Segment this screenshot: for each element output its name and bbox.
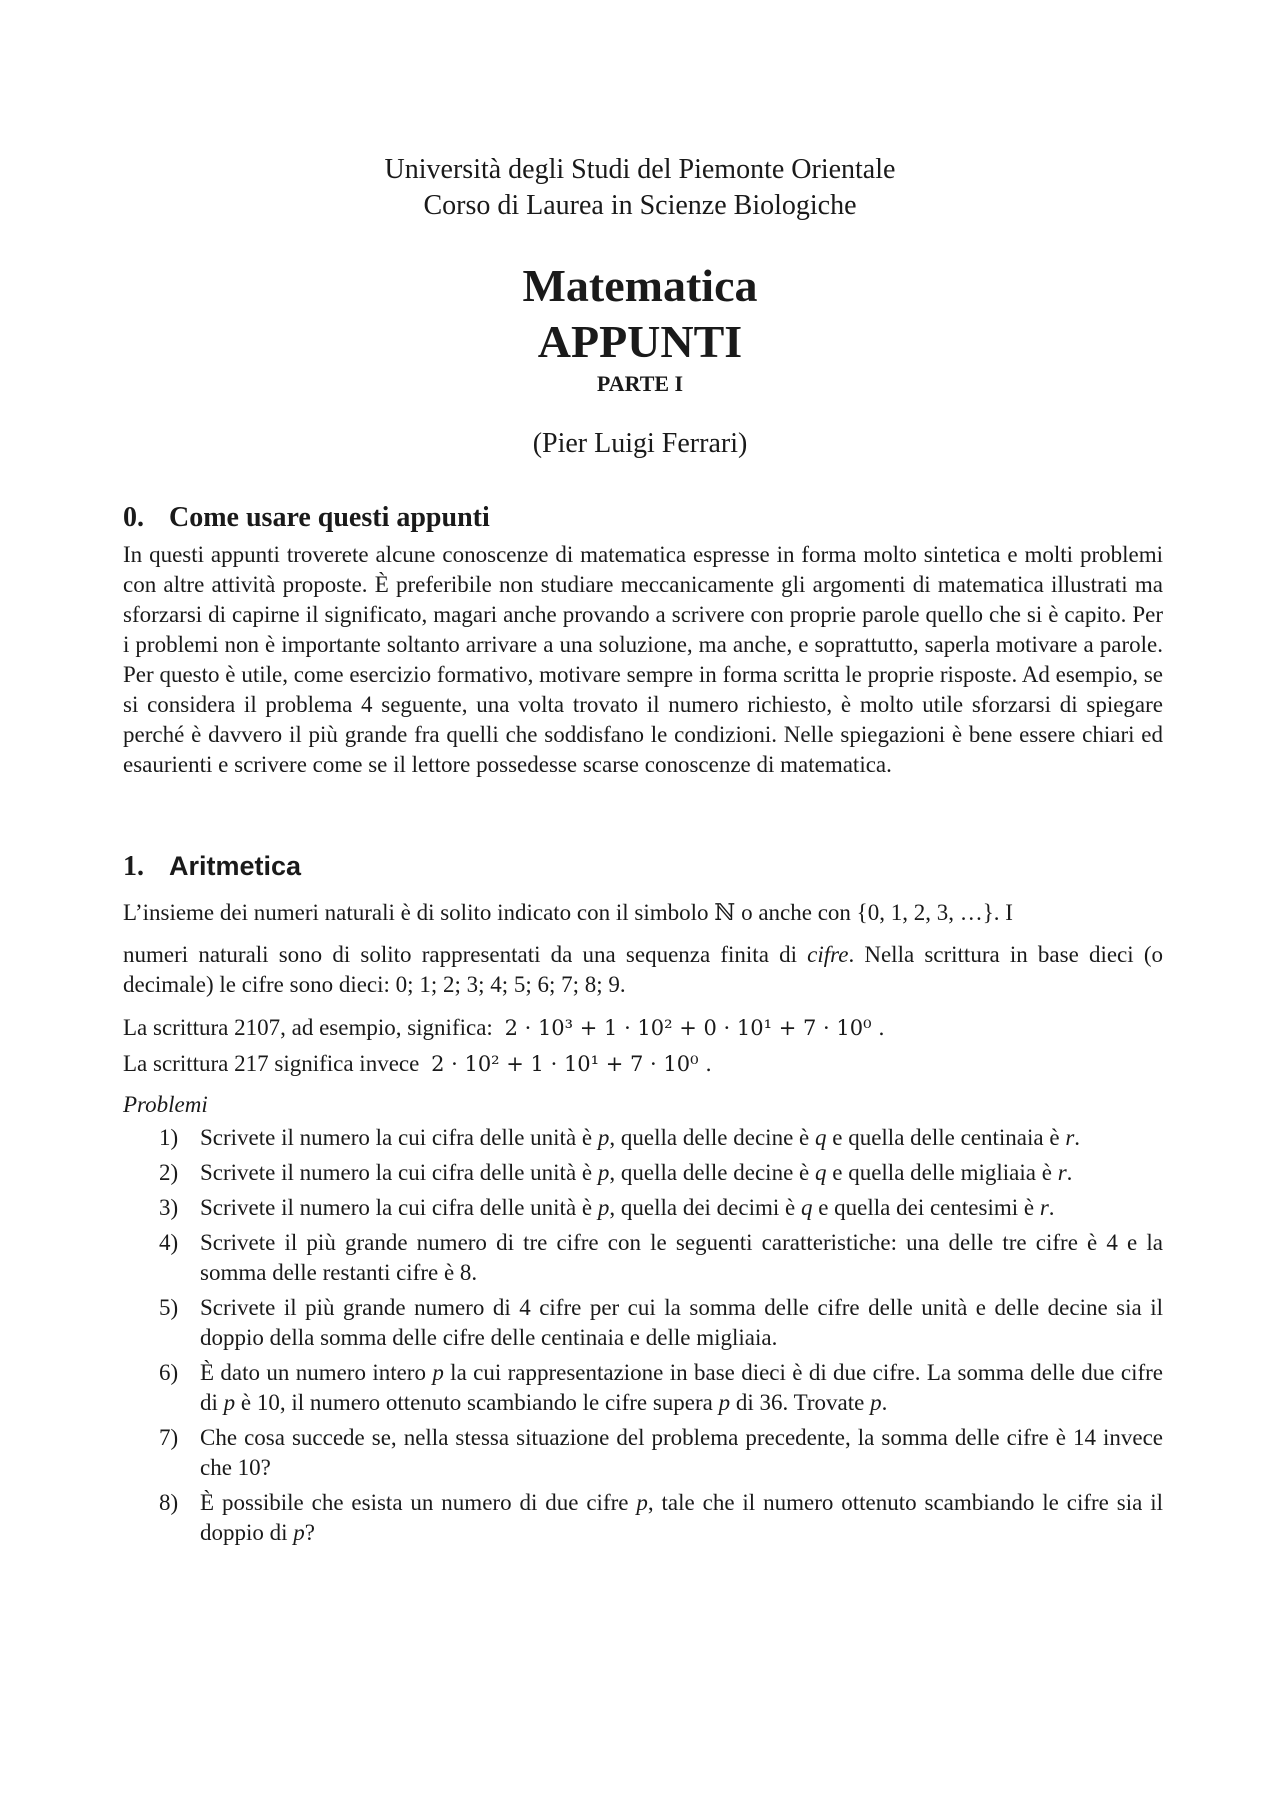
problem-item: [123, 1193, 1163, 1223]
section-1-title: Aritmetica: [169, 851, 302, 881]
problem-text: Scrivete il numero la cui cifra delle unità è: [200, 1160, 598, 1185]
problem-text: di 36. Trovate: [730, 1390, 871, 1415]
section-1-number: 1.: [123, 851, 144, 882]
variable: p: [718, 1390, 731, 1415]
problem-item: [123, 1488, 1163, 1548]
problem-text: , quella delle decine è: [609, 1125, 815, 1150]
problems-heading: Problemi: [123, 1092, 208, 1117]
course-name: Corso di Laurea in Scienze Biologiche: [423, 190, 857, 221]
variable: p: [223, 1390, 236, 1415]
problem-text: Scrivete il più grande numero di tre cifre con le seguenti caratteristiche: una delle tre cifre è 4 e la somma delle restanti cifre è 8.: [200, 1230, 1163, 1285]
document-part: PARTE I: [596, 371, 684, 396]
problems-list: [123, 1123, 1163, 1553]
problem-text: e quella delle centinaia è: [826, 1125, 1066, 1150]
problem-text: Scrivete il numero la cui cifra delle unità è: [200, 1195, 598, 1220]
problem-text: e quella dei centesimi è: [812, 1195, 1040, 1220]
digits-text-b: . Nella scrittura in base dieci (o decimale) le cifre sono dieci: 0; 1; 2; 3; 4; 5; 6; 7; 8; 9.: [123, 942, 1163, 997]
problem-text: .: [1048, 1195, 1055, 1220]
digits-paragraph: [123, 940, 1163, 1000]
variable: p: [597, 1125, 610, 1150]
example-2107-text: La scrittura 2107, ad esempio, significa:: [123, 1015, 493, 1040]
problem-text: .: [1074, 1125, 1081, 1150]
variable: q: [815, 1160, 827, 1185]
problem-text: Scrivete il numero la cui cifra delle unità è: [200, 1125, 598, 1150]
variable: r: [1057, 1160, 1067, 1185]
variable: r: [1065, 1125, 1075, 1150]
problem-text: Che cosa succede se, nella stessa situazione del problema precedente, la somma delle cifre è 14 invece che 10?: [200, 1425, 1163, 1480]
header-block: [0, 152, 1280, 224]
problem-number: 2): [159, 1160, 179, 1185]
problem-text: .: [881, 1390, 888, 1415]
variable: p: [293, 1520, 305, 1545]
example-2107: [123, 1013, 885, 1043]
variable: r: [1039, 1195, 1049, 1220]
section-1-heading: [123, 848, 301, 885]
problem-number: 6): [159, 1360, 179, 1385]
variable: p: [597, 1195, 610, 1220]
document-subtitle: APPUNTI: [537, 316, 743, 367]
problem-text: Scrivete il più grande numero di 4 cifre per cui la somma delle cifre delle unità e delle decine sia il doppio della somma delle cifre delle centinaia e delle migliaia.: [200, 1295, 1163, 1350]
university-name: Università degli Studi del Piemonte Orientale: [384, 154, 896, 185]
variable: p: [432, 1360, 444, 1385]
problem-text: è 10, il numero ottenuto scambiando le cifre supera: [235, 1390, 719, 1415]
problem-number: 5): [159, 1295, 179, 1320]
problem-number: 3): [159, 1195, 179, 1220]
problem-item: [123, 1228, 1163, 1288]
naturals-intro: L’insieme dei numeri naturali è di solito indicato con il simbolo ℕ o anche con {0, 1, 2, 3, …}. I: [123, 900, 1013, 925]
section-0-body: In questi appunti troverete alcune conoscenze di matematica espresse in forma molto sintetica e molti problemi con altre attività proposte. È preferibile non studiare meccanicamente gli argomenti di matematica illustrati ma sforzarsi di capirne il significato, magari anche provando a scrivere con proprie parole quello che si è capito. Per i problemi non è importante soltanto arrivare a una soluzione, ma anche, e soprattutto, saperla motivare a parole. Per questo è utile, come esercizio formativo, motivare sempre in forma scritta le proprie risposte. Ad esempio, se si considera il problema 4 seguente, una volta trovato il numero richiesto, è molto utile sforzarsi di spiegare perché è davvero il più grande fra quelli che soddisfano le condizioni. Nelle spiegazioni è bene essere chiari ed esaurienti e scrivere come se il lettore possedesse scarse conoscenze di matematica.: [123, 542, 1163, 777]
problem-text: , tale che il numero ottenuto scambiando le cifre sia il doppio di: [200, 1490, 1163, 1545]
example-217-text: La scrittura 217 significa invece: [123, 1051, 420, 1076]
problem-number: 4): [159, 1230, 179, 1255]
example-217-formula: 2 · 10² + 1 · 10¹ + 7 · 10⁰ .: [431, 1052, 712, 1076]
problem-item: [123, 1358, 1163, 1418]
problem-item: [123, 1293, 1163, 1353]
section-0-heading: [123, 500, 490, 536]
problem-item: [123, 1423, 1163, 1483]
section-0-number: 0.: [123, 502, 144, 533]
problem-text: , quella dei decimi è: [609, 1195, 801, 1220]
problem-text: ?: [304, 1520, 315, 1545]
problem-text: È dato un numero intero: [200, 1360, 433, 1385]
problem-text: .: [1066, 1160, 1073, 1185]
variable: p: [636, 1490, 648, 1515]
digits-emphasis: cifre: [807, 942, 849, 967]
section-0-title: Come usare questi appunti: [169, 502, 490, 533]
variable: p: [870, 1390, 882, 1415]
digits-text-a: numeri naturali sono di solito rappresentati da una sequenza finita di: [123, 942, 808, 967]
document-author: (Pier Luigi Ferrari): [532, 428, 748, 459]
problem-text: , quella delle decine è: [609, 1160, 815, 1185]
problem-item: [123, 1158, 1163, 1188]
document-title: Matematica: [522, 260, 758, 311]
problem-text: e quella delle migliaia è: [826, 1160, 1058, 1185]
problem-number: 8): [159, 1490, 179, 1515]
problem-number: 7): [159, 1425, 179, 1450]
problem-number: 1): [159, 1125, 179, 1150]
problem-text: È possibile che esista un numero di due cifre: [200, 1490, 637, 1515]
variable: q: [815, 1125, 827, 1150]
variable: q: [800, 1195, 813, 1220]
problem-item: [123, 1123, 1163, 1153]
example-2107-formula: 2 · 10³ + 1 · 10² + 0 · 10¹ + 7 · 10⁰ .: [504, 1016, 885, 1040]
example-217: [123, 1049, 712, 1079]
problem-text: la cui rappresentazione in base dieci è di due cifre. La somma delle due cifre di: [200, 1360, 1163, 1415]
variable: p: [597, 1160, 610, 1185]
